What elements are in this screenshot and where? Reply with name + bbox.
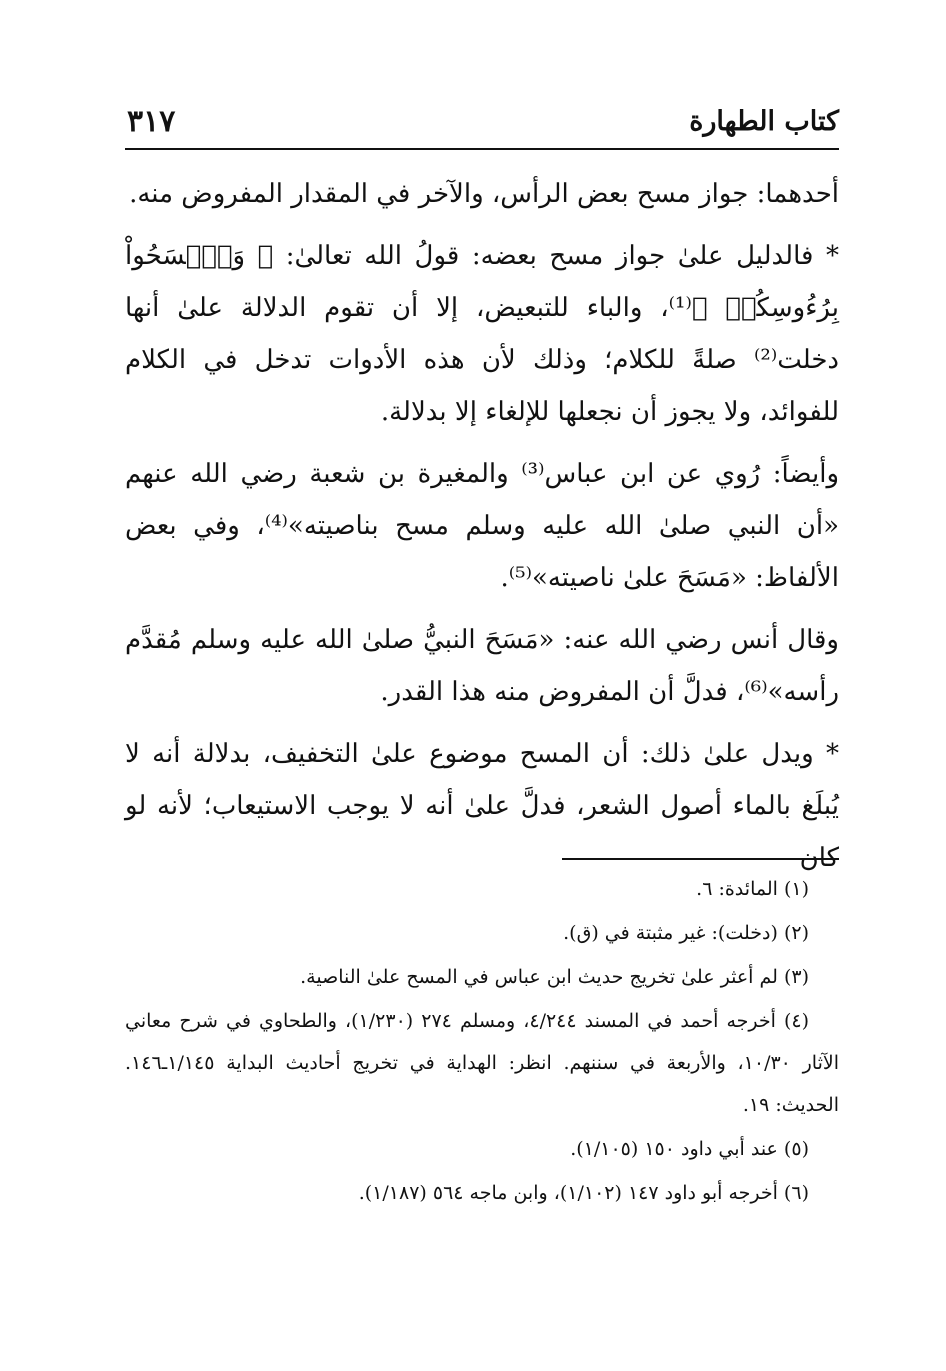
footnote-1: (١) المائدة: ٦.	[696, 878, 809, 900]
footnote-6: (٦) أخرجه أبو داود ١٤٧ (١/١٠٢)، وابن ماجه ٥٦٤ (١/١٨٧).	[358, 1182, 809, 1204]
page-number: ٣١٧	[127, 104, 176, 139]
running-title: كتاب الطهارة	[689, 106, 839, 137]
footnote-4: (٤) أخرجه أحمد في المسند ٤/٢٤٤، ومسلم ٢٧٤ (١/٢٣٠)، والطحاوي في شرح معاني الآثار ١٠/٣٠، والأربعة في سننهم. انظر: الهداية في تخريج أحاديث البداية ١/١٤٥ـ١٤٦. الحديث: ١٩.	[125, 1010, 839, 1116]
footnote-3: (٣) لم أعثر علىٰ تخريج حديث ابن عباس في المسح علىٰ الناصية.	[300, 966, 809, 988]
header-rule	[125, 148, 839, 150]
paragraph-2: * فالدليل علىٰ جواز مسح بعضه: قولُ الله تعالىٰ: ﴿ وَٱمۡسَحُواْ بِرُءُوسِكُمۡ ﴾⁽¹⁾، والباء للتبعيض، إلا أن تقوم الدلالة علىٰ أنها دخلت⁽²⁾ صلةً للكلام؛ وذلك لأن هذه الأدوات تدخل في الكلام للفوائد، ولا يجوز أن نجعلها للإلغاء إلا بدلالة.	[125, 241, 839, 427]
main-text	[125, 168, 839, 894]
footnotes	[125, 868, 839, 1216]
page-header	[125, 100, 839, 146]
footnote-rule	[562, 858, 839, 860]
paragraph-1: أحدهما: جواز مسح بعض الرأس، والآخر في المقدار المفروض منه.	[129, 179, 839, 209]
paragraph-3: وأيضاً: رُوي عن ابن عباس⁽³⁾ والمغيرة بن شعبة رضي الله عنهم «أن النبي صلىٰ الله عليه وسلم مسح بناصيته»⁽⁴⁾، وفي بعض الألفاظ: «مَسَحَ علىٰ ناصيته»⁽⁵⁾.	[125, 459, 840, 593]
paragraph-4: وقال أنس رضي الله عنه: «مَسَحَ النبيُّ صلىٰ الله عليه وسلم مُقدَّم رأسه»⁽⁶⁾، فدلَّ أن المفروض منه هذا القدر.	[125, 625, 839, 707]
paragraph-5: * ويدل علىٰ ذلك: أن المسح موضوع علىٰ التخفيف، بدلالة أنه لا يُبلَغ بالماء أصول الشعر، فدلَّ علىٰ أنه لا يوجب الاستيعاب؛ لأنه لو كان	[125, 739, 839, 873]
footnote-2: (٢) (دخلت): غير مثبتة في (ق).	[563, 922, 809, 944]
footnote-5: (٥) عند أبي داود ١٥٠ (١/١٠٥).	[570, 1138, 809, 1160]
